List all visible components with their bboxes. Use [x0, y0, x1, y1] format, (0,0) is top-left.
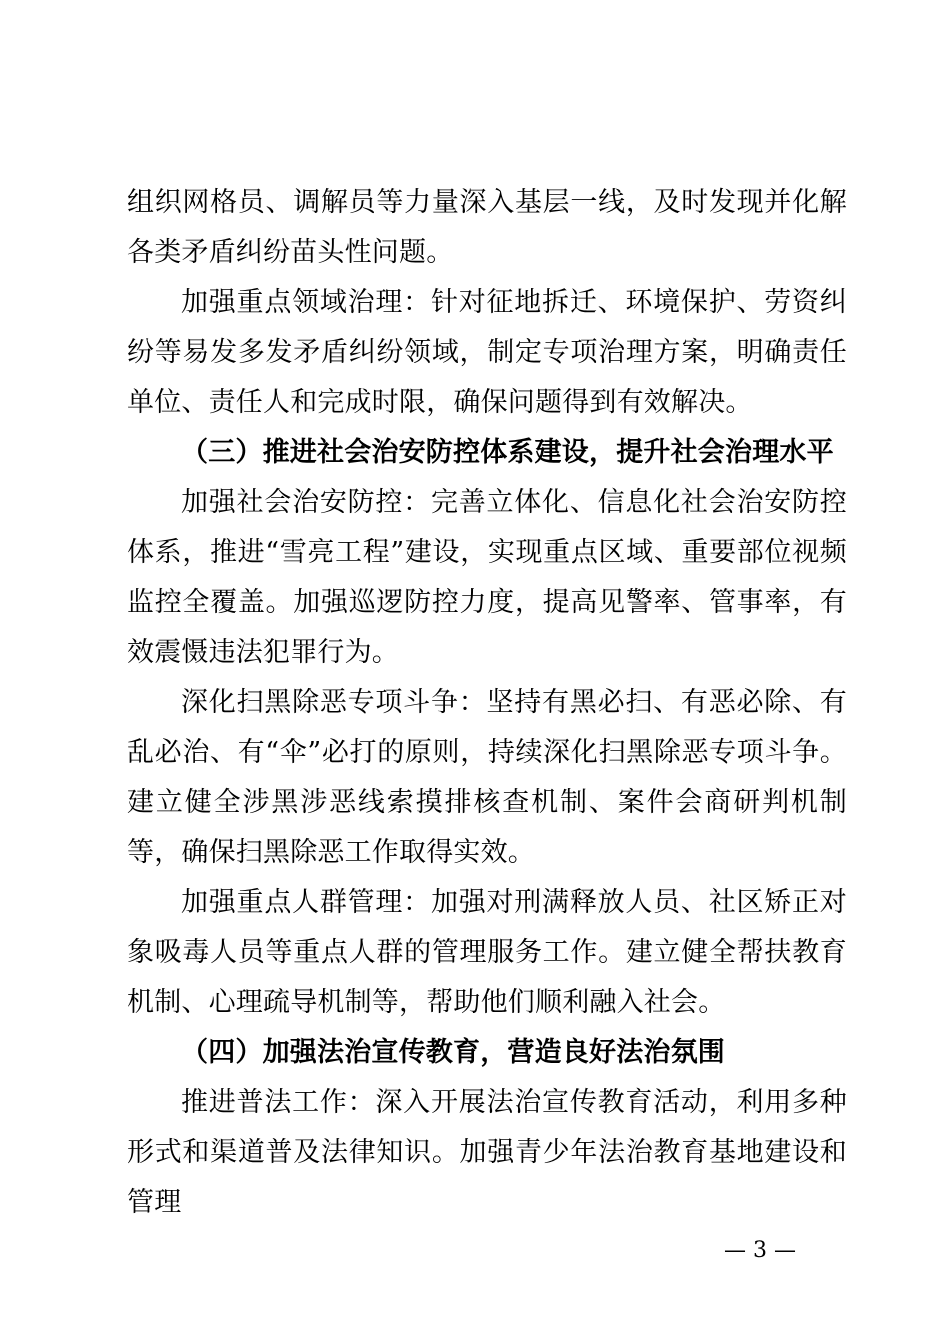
paragraph-anti-crime-campaign: 深化扫黑除恶专项斗争：坚持有黑必扫、有恶必除、有乱必治、有“伞”必打的原则，持续深化扫黑除恶专项斗争。建立健全涉黑涉恶线索摸排核查机制、案件会商研判机制等，确保扫黑除恶工作取得实效。: [127, 687, 847, 868]
paragraph-key-population-management: 加强重点人群管理：加强对刑满释放人员、社区矫正对象吸毒人员等重点人群的管理服务工作。建立健全帮扶教育机制、心理疏导机制等，帮助他们顺利融入社会。: [127, 887, 847, 1018]
paragraph-key-areas-governance: 加强重点领域治理：针对征地拆迁、环境保护、劳资纠纷等易发多发矛盾纠纷领域，制定专项治理方案，明确责任单位、责任人和完成时限，确保问题得到有效解决。: [127, 287, 847, 418]
page-number: — 3 —: [724, 1238, 796, 1263]
paragraph-continuation: 组织网格员、调解员等力量深入基层一线，及时发现并化解各类矛盾纠纷苗头性问题。: [127, 187, 847, 268]
paragraph-public-security-prevention: 加强社会治安防控：完善立体化、信息化社会治安防控体系，推进“雪亮工程”建设，实现重点区域、重要部位视频监控全覆盖。加强巡逻防控力度，提高见警率、管事率，有效震慑违法犯罪行为。: [127, 487, 847, 668]
section-heading-3: （三）推进社会治安防控体系建设，提升社会治理水平: [181, 437, 834, 468]
paragraph-legal-education: 推进普法工作：深入开展法治宣传教育活动，利用多种形式和渠道普及法律知识。加强青少年法治教育基地建设和管理: [127, 1087, 847, 1218]
section-heading-4: （四）加强法治宣传教育，营造良好法治氛围: [181, 1037, 725, 1068]
document-body: [127, 178, 847, 1228]
